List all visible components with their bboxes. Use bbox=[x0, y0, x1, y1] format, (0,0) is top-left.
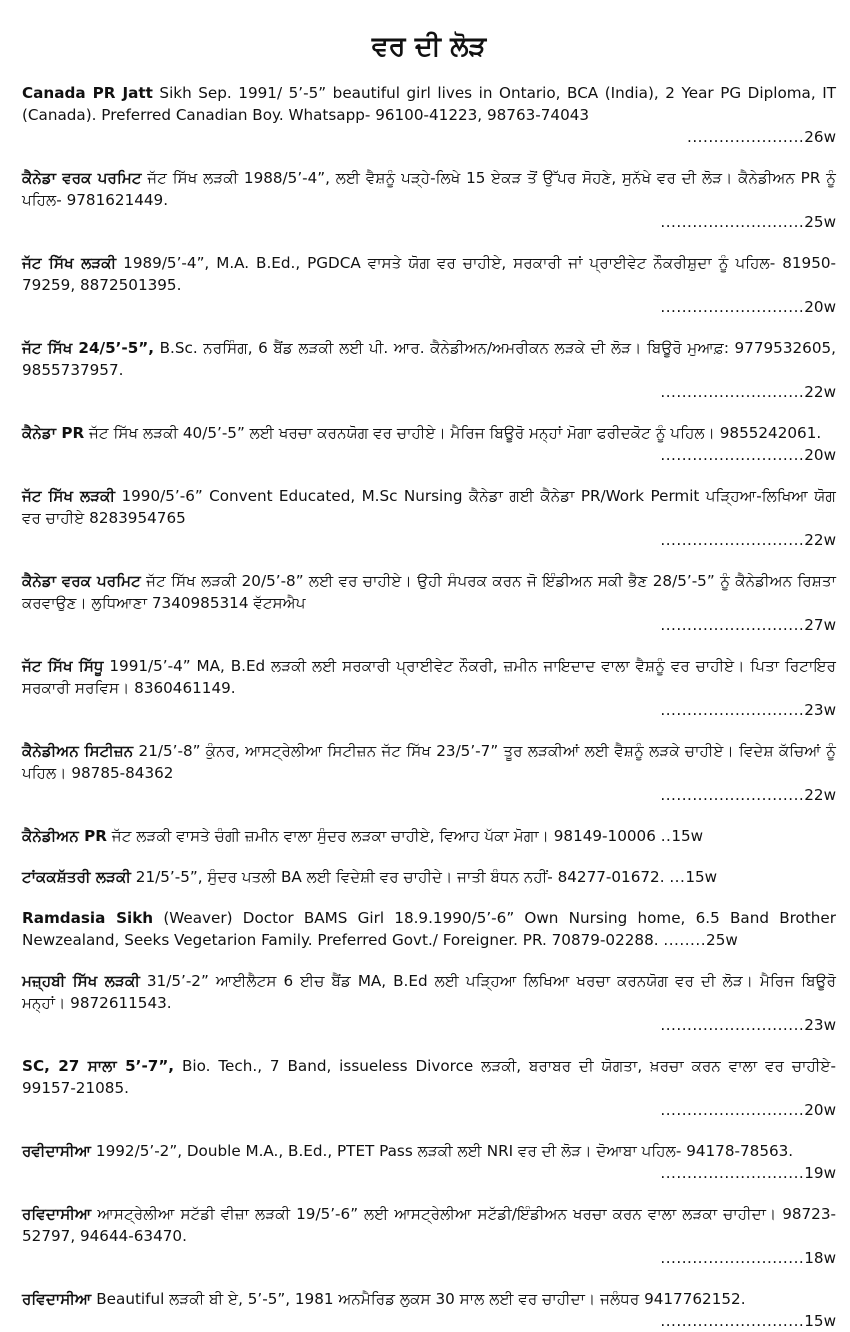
classified-ad bbox=[22, 655, 836, 721]
ad-lead-text: ਜੱਟ ਸਿੱਖ ਲੜਕੀ bbox=[22, 254, 117, 272]
ad-lead-text: Ramdasia Sikh bbox=[22, 909, 154, 927]
classified-ad bbox=[22, 82, 836, 148]
ad-code: 20w bbox=[804, 1101, 836, 1119]
classified-ad bbox=[22, 422, 836, 466]
classified-ad bbox=[22, 1055, 836, 1121]
ad-code: 18w bbox=[804, 1249, 836, 1267]
ad-insertion-code bbox=[22, 529, 836, 551]
ad-lead-text: ਰਵੀਦਾਸੀਆ bbox=[22, 1142, 92, 1160]
ad-lead-text: ਕੈਨੇਡੀਅਨ PR bbox=[22, 827, 107, 845]
ad-lead-text: ਟਾਂਕਕਸ਼ੱਤਰੀ ਲੜਕੀ bbox=[22, 868, 131, 886]
classified-ad bbox=[22, 337, 836, 403]
classified-ad bbox=[22, 907, 836, 951]
ad-code: 23w bbox=[804, 1016, 836, 1034]
ad-body-text: 1989/5’-4”, M.A. B.Ed., PGDCA ਵਾਸਤੇ ਯੋਗ ਵਰ ਚਾਹੀਏ, ਸਰਕਾਰੀ ਜਾਂ ਪ੍ਰਾਈਵੇਟ ਨੌਕਰੀਸ਼ੁਦਾ ਨੂੰ ਪਹਿਲ- 81950-79259, 8872501395. bbox=[22, 254, 836, 294]
ad-insertion-code bbox=[22, 699, 836, 721]
dot-leader: ........................... bbox=[660, 786, 805, 804]
dot-leader: ........ bbox=[663, 931, 707, 949]
ad-insertion-code bbox=[22, 1247, 836, 1269]
ad-lead-text: ਰਵਿਦਾਸੀਆ bbox=[22, 1290, 92, 1308]
ad-body-text: 21/5’-8” ਕੁੰਨਰ, ਆਸਟ੍ਰੇਲੀਆ ਸਿਟੀਜ਼ਨ ਜੱਟ ਸਿੱਖ 23/5’-7” ਤੂਰ ਲੜਕੀਆਂ ਲਈ ਵੈਸ਼ਨੂੰ ਲੜਕੇ ਚਾਹੀਏ। ਵਿਦੇਸ਼ ਕੱਚਿਆਂ ਨੂੰ ਪਹਿਲ। 98785-84362 bbox=[22, 742, 836, 782]
ad-body-text: 1991/5’-4” MA, B.Ed ਲੜਕੀ ਲਈ ਸਰਕਾਰੀ ਪ੍ਰਾਈਵੇਟ ਨੌਕਰੀ, ਜ਼ਮੀਨ ਜਾਇਦਾਦ ਵਾਲਾ ਵੈਸ਼ਨੂੰ ਵਰ ਚਾਹੀਏ। ਪਿਤਾ ਰਿਟਾਇਰ ਸਰਕਾਰੀ ਸਰਵਿਸ। 8360461149. bbox=[22, 657, 836, 697]
dot-leader: ... bbox=[669, 868, 686, 886]
dot-leader: ........................... bbox=[660, 1164, 805, 1182]
ad-lead-text: ਜੱਟ ਸਿੱਖ 24/5’-5”, bbox=[22, 339, 155, 357]
ad-lead-text: ਜੱਟ ਸਿੱਖ ਸਿੱਧੂ bbox=[22, 657, 104, 675]
ad-insertion-code bbox=[22, 1162, 836, 1184]
ad-lead-text: ਕੈਨੇਡਾ PR bbox=[22, 424, 85, 442]
ad-lead-text: ਕੈਨੇਡਾ ਵਰਕ ਪਰਮਿਟ bbox=[22, 169, 142, 187]
dot-leader: ...................... bbox=[687, 128, 805, 146]
classified-ad bbox=[22, 167, 836, 233]
classified-ad bbox=[22, 825, 836, 847]
ad-lead-text: Canada PR Jatt bbox=[22, 84, 153, 102]
classified-ad bbox=[22, 866, 836, 888]
dot-leader: ........................... bbox=[660, 531, 805, 549]
ad-lead-text: ਕੈਨੇਡੀਅਨ ਸਿਟੀਜ਼ਨ bbox=[22, 742, 134, 760]
ad-body-text: ਜੱਟ ਸਿੱਖ ਲੜਕੀ 1988/5’-4”, ਲਈ ਵੈਸ਼ਨੂੰ ਪੜ੍ਹੇ-ਲਿਖੇ 15 ਏਕੜ ਤੋਂ ਉੱਪਰ ਸੋਹਣੇ, ਸੁਨੱਖੇ ਵਰ ਦੀ ਲੋੜ। ਕੈਨੇਡੀਅਨ PR ਨੂੰ ਪਹਿਲ- 9781621449. bbox=[22, 169, 837, 209]
ad-insertion-code bbox=[22, 614, 836, 636]
ad-code: 27w bbox=[804, 616, 836, 634]
ad-body-text: 1990/5’-6” Convent Educated, M.Sc Nursing ਕੈਨੇਡਾ ਗਈ ਕੈਨੇਡਾ PR/Work Permit ਪੜ੍ਹਿਆ-ਲਿਖਿਆ ਯੋਗ ਵਰ ਚਾਹੀਏ 8283954765 bbox=[22, 487, 836, 527]
dot-leader: .. bbox=[660, 827, 672, 845]
ad-body-text: B.Sc. ਨਰਸਿੰਗ, 6 ਬੈਂਡ ਲੜਕੀ ਲਈ ਪੀ. ਆਰ. ਕੈਨੇਡੀਅਨ/ਅਮਰੀਕਨ ਲੜਕੇ ਦੀ ਲੋੜ। ਬਿਊਰੋ ਮੁਆਫ਼: 9779532605, 9855737957. bbox=[22, 339, 836, 379]
ad-insertion-code bbox=[22, 296, 836, 318]
dot-leader: ........................... bbox=[660, 701, 805, 719]
ad-body-text: ਜੱਟ ਸਿੱਖ ਲੜਕੀ 20/5’-8” ਲਈ ਵਰ ਚਾਹੀਏ। ਉਹੀ ਸੰਪਰਕ ਕਰਨ ਜੋ ਇੰਡੀਅਨ ਸਕੀ ਭੈਣ 28/5’-5” ਨੂੰ ਕੈਨੇਡੀਅਨ ਰਿਸ਼ਤਾ ਕਰਵਾਉਣ। ਲੁਧਿਆਣਾ 7340985314 ਵੱਟਸਐਪ bbox=[22, 572, 836, 612]
ad-lead-text: ਮਜ਼੍ਹਬੀ ਸਿੱਖ ਲੜਕੀ bbox=[22, 972, 140, 990]
page-title: ਵਰ ਦੀ ਲੋੜ bbox=[371, 31, 487, 62]
ad-lead-text: ਕੈਨੇਡਾ ਵਰਕ ਪਰਮਿਟ bbox=[22, 572, 141, 590]
ad-body-text: 31/5’-2” ਆਈਲੈਟਸ 6 ਈਚ ਬੈਂਡ MA, B.Ed ਲਈ ਪੜ੍ਹਿਆ ਲਿਖਿਆ ਖਰਚਾ ਕਰਨਯੋਗ ਵਰ ਦੀ ਲੋੜ। ਮੈਰਿਜ ਬਿਊਰੋ ਮਨ੍ਹਾਂ। 9872611543. bbox=[22, 972, 836, 1012]
dot-leader: ........................... bbox=[660, 1016, 805, 1034]
classified-ad bbox=[22, 1140, 836, 1184]
dot-leader: ........................... bbox=[660, 446, 805, 464]
ad-body-text: 21/5’-5”, ਸੁੰਦਰ ਪਤਲੀ BA ਲਈ ਵਿਦੇਸ਼ੀ ਵਰ ਚਾਹੀਦੇ। ਜਾਤੀ ਬੰਧਨ ਨਹੀਂ- 84277-01672. bbox=[130, 868, 665, 886]
ad-insertion-code bbox=[22, 784, 836, 806]
dot-leader: ........................... bbox=[660, 298, 805, 316]
dot-leader: ........................... bbox=[660, 616, 805, 634]
ad-code: 15w bbox=[685, 868, 718, 886]
ad-code: 20w bbox=[804, 298, 836, 316]
dot-leader: ........................... bbox=[660, 383, 805, 401]
dot-leader: ........................... bbox=[660, 1312, 805, 1330]
ad-body-text: ਜੱਟ ਸਿੱਖ ਲੜਕੀ 40/5’-5” ਲਈ ਖਰਚਾ ਕਰਨਯੋਗ ਵਰ ਚਾਹੀਏ। ਮੈਰਿਜ ਬਿਊਰੋ ਮਨ੍ਹਾਂ ਮੋਗਾ ਫਰੀਦਕੋਟ ਨੂੰ ਪਹਿਲ। 9855242061. bbox=[84, 424, 822, 442]
ad-code: 15w bbox=[671, 827, 704, 845]
ad-body-text: Bio. Tech., 7 Band, issueless Divorce ਲੜਕੀ, ਬਰਾਬਰ ਦੀ ਯੋਗਤਾ, ਖ਼ਰਚਾ ਕਰਨ ਵਾਲਾ ਵਰ ਚਾਹੀਏ- 99157-21085. bbox=[22, 1057, 836, 1097]
ad-insertion-code bbox=[669, 868, 717, 886]
ad-lead-text: ਜੱਟ ਸਿੱਖ ਲੜਕੀ bbox=[22, 487, 116, 505]
ad-insertion-code bbox=[661, 827, 703, 845]
classified-ad bbox=[22, 1203, 836, 1269]
ad-code: 15w bbox=[804, 1312, 836, 1330]
ad-insertion-code bbox=[22, 444, 836, 466]
ad-code: 23w bbox=[804, 701, 836, 719]
ad-insertion-code bbox=[22, 1310, 836, 1332]
ad-code: 19w bbox=[804, 1164, 836, 1182]
ad-lead-text: SC, 27 ਸਾਲਾ 5’-7”, bbox=[22, 1057, 175, 1075]
ad-insertion-code bbox=[22, 1099, 836, 1121]
ad-code: 22w bbox=[804, 531, 836, 549]
classified-ad bbox=[22, 740, 836, 806]
ad-insertion-code bbox=[22, 211, 836, 233]
ad-insertion-code bbox=[22, 126, 836, 148]
ad-code: 20w bbox=[804, 446, 836, 464]
classified-ad bbox=[22, 485, 836, 551]
ad-code: 22w bbox=[804, 383, 836, 401]
ads-list bbox=[22, 82, 836, 1332]
classified-ad bbox=[22, 970, 836, 1036]
classified-ad bbox=[22, 252, 836, 318]
ad-insertion-code bbox=[663, 931, 737, 949]
ad-body-text: 1992/5’-2”, Double M.A., B.Ed., PTET Pass ਲੜਕੀ ਲਈ NRI ਵਰ ਦੀ ਲੋੜ। ਦੋਆਬਾ ਪਹਿਲ- 94178-78563. bbox=[91, 1142, 794, 1160]
classified-ad bbox=[22, 1288, 836, 1332]
ad-code: 25w bbox=[706, 931, 738, 949]
dot-leader: ........................... bbox=[660, 1101, 805, 1119]
dot-leader: ........................... bbox=[660, 213, 805, 231]
ad-body-text: ਜੱਟ ਲੜਕੀ ਵਾਸਤੇ ਚੰਗੀ ਜ਼ਮੀਨ ਵਾਲਾ ਸੁੰਦਰ ਲੜਕਾ ਚਾਹੀਏ, ਵਿਆਹ ਪੱਕਾ ਮੋਗਾ। 98149-10006 bbox=[106, 827, 656, 845]
ad-body-text: Beautiful ਲੜਕੀ ਬੀ ਏ, 5’-5”, 1981 ਅਨਮੈਰਿਡ ਲੁਕਸ 30 ਸਾਲ ਲਈ ਵਰ ਚਾਹੀਦਾ। ਜਲੰਧਰ 9417762152. bbox=[91, 1290, 746, 1308]
ad-code: 22w bbox=[804, 786, 836, 804]
ad-lead-text: ਰਵਿਦਾਸੀਆ bbox=[22, 1205, 92, 1223]
ad-body-text: (Weaver) Doctor BAMS Girl 18.9.1990/5’-6” Own Nursing home, 6.5 Band Brother Newzealand, Seeks Vegetarion Family. Preferred Govt./ Foreigner. PR. 70879-02288. bbox=[22, 909, 836, 949]
dot-leader: ........................... bbox=[660, 1249, 805, 1267]
classified-ad bbox=[22, 570, 836, 636]
ad-code: 26w bbox=[804, 128, 836, 146]
ad-code: 25w bbox=[804, 213, 836, 231]
ad-insertion-code bbox=[22, 381, 836, 403]
ad-body-text: Sikh Sep. 1991/ 5’-5” beautiful girl lives in Ontario, BCA (India), 2 Year PG Diploma, IT (Canada). Preferred Canadian Boy. Whatsapp- 96100-41223, 98763-74043 bbox=[22, 84, 836, 124]
ad-insertion-code bbox=[22, 1014, 836, 1036]
ad-body-text: ਆਸਟ੍ਰੇਲੀਆ ਸਟੱਡੀ ਵੀਜ਼ਾ ਲੜਕੀ 19/5’-6” ਲਈ ਆਸਟ੍ਰੇਲੀਆ ਸਟੱਡੀ/ਇੰਡੀਅਨ ਖਰਚਾ ਕਰਨ ਵਾਲਾ ਲੜਕਾ ਚਾਹੀਦਾ। 98723-52797, 94644-63470. bbox=[22, 1205, 836, 1245]
